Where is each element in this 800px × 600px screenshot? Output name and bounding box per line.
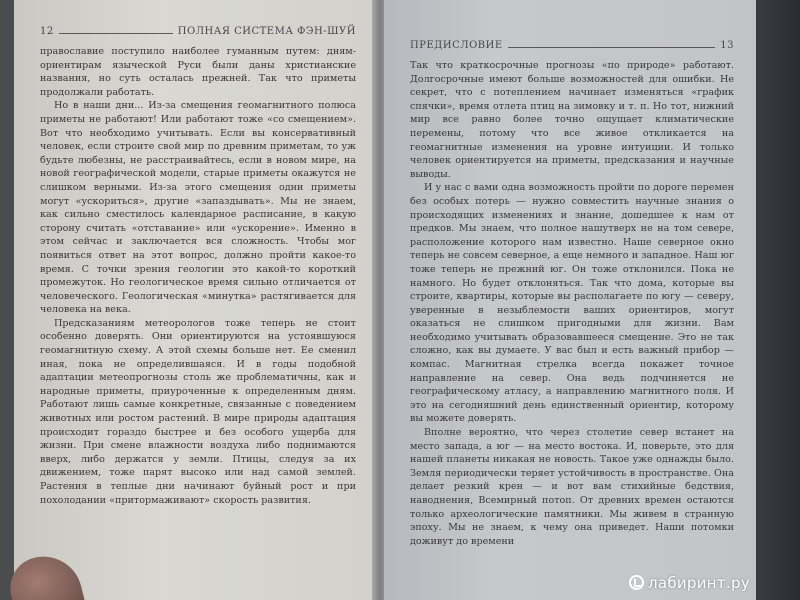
watermark-text: лабиринт.ру [647,574,750,592]
right-paragraph-3: Вполне вероятно, что через столетие север встанет на место запада, а юг — на место востока. И, поверьте, это для нашей планеты никакая не новость. Такое уже однажды было. Земля периодически теряет устойчивость в пространстве. Она делает резкий крен — и вот вам стихийные бедствия, наводнения, Всемирный потоп. От древних времен остаются только археологические памятники. Мы живем в странную эпоху. Мы не знаем, к чему она приведет. Наши потомки доживут до времени [410,427,734,547]
left-paragraph-1: православие поступило наиболее гуманным путем: дням-ориентирам языческой Руси были даны христианские названия, но суть осталась прежней. Так что приметы продолжали работать. [40,46,356,98]
right-running-head: ПРЕДИСЛОВИЕ [410,40,503,51]
right-page-number: 13 [720,40,734,51]
right-paragraph-2: И у нас с вами одна возможность пройти по дороге перемен без особых потерь — нужно совместить научные знания о происходящих изменениях и знание, дошедшее к нам от предков. Мы знаем, что полное нашутверх не на том севере, расположение которого нам известно. Наше северное окно теперь не совсем северное, а еще немного и западное. Наш юг тоже теперь не прежний юг. Он тоже отклонился. Пока не намного. Но будет отклоняться. Так что дома, которые вы строите, квартиры, которые вы располагаете по югу — северу, уверенные в незыблемости ваших ориентиров, могут оказаться не слишком пригодными для жизни. Вам необходимо учитывать образовавшееся смещение. Это не так сложно, как вы думаете. У вас был и есть важный прибор — компас. Магнитная стрелка всегда покажет точное направление на север. Она ведь подчиняется не географическому атласу, а направлению магнитного поля. И это на сегодняшний день единственный ориентир, которому вы можете доверять. [410,182,734,425]
left-paragraph-2: Но в наши дни... Из-за смещения геомагнитного полюса приметы не работают! Или работают тоже «со смещением». Вот что необходимо учитывать. Если вы консервативный человек, если строите свой мир по древним приметам, то уж будьте любезны, не расстраивайтесь, если в новом мире, на новой географической модели, старые приметы окажутся не слишком верными. Из-за этого смещения одни приметы могут «ускориться», другие «запаздывать». Мы не знаем, как сильно сместилось календарное расписание, в какую сторону считать «отставание» или «ускорение». Именно в этом сейчас и заключается вся сложность. Чтобы мог появиться ответ на этот вопрос, должно пройти какое-то время. С точки зрения геологии это какой-то короткий промежуток. Но геологическое время сильно отличается от человеческого. Геологическая «минутка» растягивается для человека на века. [40,100,356,316]
right-page-text [410,59,734,548]
left-page-text [40,45,356,507]
left-page-header [40,26,356,37]
right-page [384,0,756,600]
left-running-head: ПОЛНАЯ СИСТЕМА ФЭН-ШУЙ [177,26,356,37]
right-page-header [410,40,734,51]
labirint-logo-icon [629,575,644,590]
right-header-rule [508,47,716,48]
right-paragraph-1: Так что краткосрочные прогнозы «по природе» работают. Долгосрочные имеют больше возможностей для ошибки. Не секрет, что с потеплением начинает изменяться «график спячки», время отлета птиц на зимовку и т. п. Но тот, нижний мир все равно более точно ощущает климатические перемены, потому что все живое откликается на геомагнитные изменения на уровне интуиции. И только человек ориентируется на приметы, предсказания и научные выводы. [410,60,734,180]
left-paragraph-3: Предсказаниям метеорологов тоже теперь не стоит особенно доверять. Они ориентируются на устоявшуюся геомагнитную схему. А этой схемы больше нет. Ее сменил иная, пока не определившаяся. И в годы подобной адаптации метеопрогнозы столь же проблематичны, как и народные приметы, приуроченные к определенным дням. Работают лишь самые конкретные, связанные с поведением животных или ростом растений. В мире природы адаптация происходит гораздо быстрее и без особого ущерба для жизни. При смене влажности воздуха либо поднимаются вверх, либо держатся у земли. Птицы, следуя за их движением, тоже парят высоко или над самой землей. Растения в теплые дни начинают буйный рост и при похолодании «притормаживают» скорость развития. [40,317,356,506]
left-header-rule [59,33,173,34]
watermark [629,574,750,592]
background-right [752,0,800,600]
left-page-number: 12 [40,26,54,37]
left-page [14,0,376,600]
